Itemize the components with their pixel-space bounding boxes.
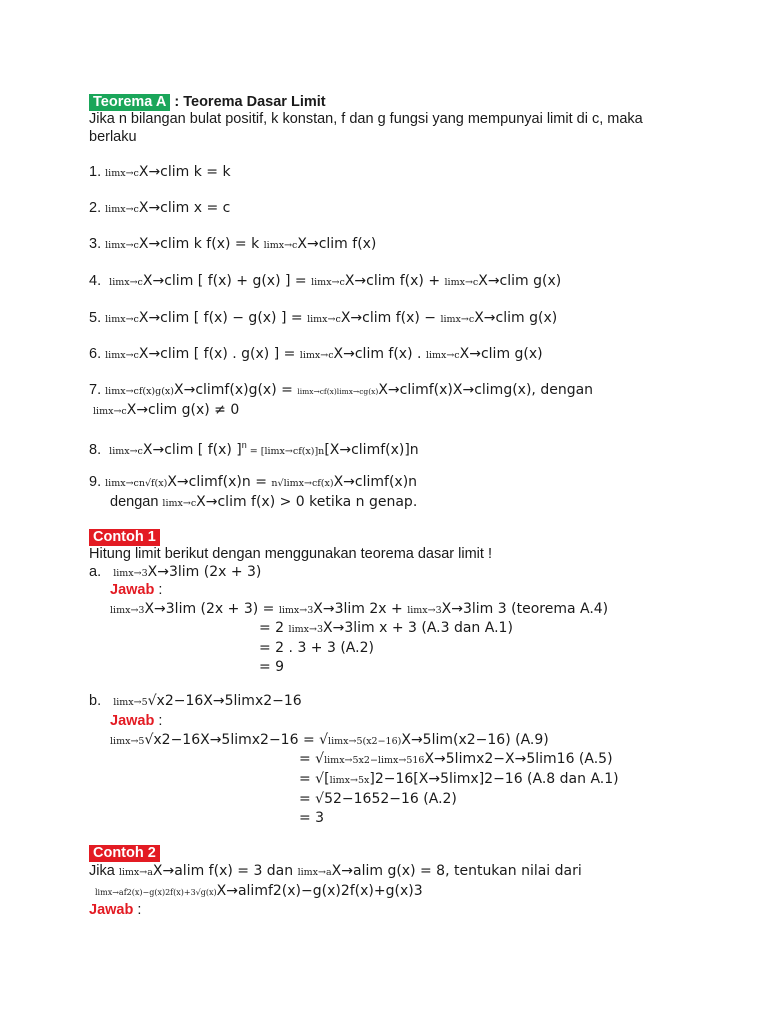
example-2-line-1 bbox=[89, 862, 582, 882]
limit-expression: X→clim [ f(x) − g(x) ] = bbox=[138, 310, 308, 326]
limit-expression: X→climf(x)g(x) = bbox=[174, 382, 298, 398]
example-1b-step-2 bbox=[299, 750, 613, 770]
limit-notation: limx→af2(x)−g(x)2f(x)+3√g(x) bbox=[95, 888, 217, 897]
step-text: X→5limx2−X→5lim16 (A.5) bbox=[424, 751, 613, 767]
limit-notation: limx→c bbox=[105, 240, 139, 251]
item-number: 1. bbox=[89, 164, 102, 180]
limit-expression: X→alim f(x) = 3 dan bbox=[152, 863, 298, 879]
limit-notation: limx→c bbox=[162, 498, 197, 509]
theorem-item-7 bbox=[89, 381, 593, 401]
limit-expression: X→clim g(x) bbox=[478, 273, 562, 289]
limit-expression: X→3lim (2x + 3) bbox=[147, 564, 262, 580]
limit-notation: limx→a bbox=[118, 867, 153, 878]
limit-expression: X→climf(x)n = bbox=[167, 474, 272, 490]
limit-notation: n√limx→cf(x) bbox=[271, 478, 334, 489]
jawab-colon: : bbox=[133, 902, 142, 918]
item-number: 5. bbox=[89, 310, 102, 326]
text: Jika bbox=[89, 863, 119, 879]
theorem-item-3 bbox=[89, 235, 376, 255]
limit-notation: limx→5(x2−16) bbox=[328, 736, 402, 747]
example-1-heading bbox=[89, 528, 160, 546]
example-2-line-2 bbox=[95, 882, 423, 902]
example-1b-step-5 bbox=[299, 809, 324, 827]
limit-expression: X→clim g(x) bbox=[459, 346, 543, 362]
theorem-item-4 bbox=[89, 272, 561, 292]
limit-notation: limx→cn√f(x) bbox=[105, 478, 168, 489]
theorem-item-2 bbox=[89, 199, 230, 219]
limit-notation: limx→5 bbox=[113, 697, 148, 708]
limit-expression: X→clim x = c bbox=[138, 200, 231, 216]
condition-text: dengan bbox=[110, 494, 163, 510]
limit-expression: X→alimf2(x)−g(x)2f(x)+g(x)3 bbox=[216, 883, 423, 899]
limit-notation: limx→cf(x)limx→cg(x) bbox=[297, 387, 379, 396]
item-number: 6. bbox=[89, 346, 102, 362]
example-1a-step-1 bbox=[110, 600, 608, 620]
theorem-intro-line2: berlaku bbox=[89, 129, 137, 145]
jawab-label: Jawab bbox=[110, 713, 155, 729]
limit-notation: limx→5x bbox=[329, 775, 370, 786]
limit-notation: limx→c bbox=[93, 406, 127, 417]
step-text: X→3lim 3 (teorema A.4) bbox=[441, 601, 609, 617]
step-text: X→3lim x + 3 (A.3 dan A.1) bbox=[323, 620, 513, 636]
item-number: 3. bbox=[89, 236, 102, 252]
limit-expression: X→clim g(x) bbox=[474, 310, 558, 326]
theorem-item-9-condition bbox=[110, 493, 417, 513]
limit-notation: limx→5 bbox=[110, 736, 145, 747]
step-text: X→5lim(x2−16) (A.9) bbox=[401, 732, 549, 748]
step-text: = 2 . 3 + 3 (A.2) bbox=[259, 640, 374, 656]
example-2-heading bbox=[89, 844, 160, 862]
limit-expression: X→climf(x)X→climg(x), dengan bbox=[378, 382, 594, 398]
limit-notation: limx→3 bbox=[113, 568, 148, 579]
limit-expression: X→clim [ f(x) ] bbox=[142, 441, 242, 458]
limit-notation: limx→3 bbox=[110, 605, 145, 616]
theorem-intro-line1: Jika n bilangan bulat positif, k konstan, f dan g fungsi yang mempunyai limit di c, maka bbox=[89, 111, 643, 127]
jawab-colon: : bbox=[154, 582, 163, 598]
step-text: = √ bbox=[299, 751, 325, 767]
limit-expression: √x2−16X→5limx2−16 bbox=[147, 693, 302, 709]
part-label: a. bbox=[89, 564, 102, 580]
step-text: = √52−1652−16 (A.2) bbox=[299, 791, 457, 807]
limit-expression: X→clim f(x) + bbox=[344, 273, 445, 289]
step-text: = 9 bbox=[259, 659, 285, 675]
limit-notation: limx→a bbox=[297, 867, 332, 878]
example-1b-step-1 bbox=[110, 731, 549, 751]
limit-expression: X→clim k f(x) = k bbox=[138, 236, 264, 252]
limit-notation: limx→c bbox=[109, 277, 143, 288]
limit-notation: limx→c bbox=[109, 445, 143, 457]
limit-notation: limx→c bbox=[444, 277, 479, 288]
exponent-n: n bbox=[241, 440, 247, 450]
theorem-tag: Teorema A bbox=[89, 94, 170, 111]
limit-expression: [X→climf(x)]n bbox=[324, 441, 419, 458]
limit-notation: limx→cf(x)g(x) bbox=[105, 386, 174, 397]
item-number: 9. bbox=[89, 474, 102, 490]
item-number: 8. bbox=[89, 441, 102, 458]
example-1-tag: Contoh 1 bbox=[89, 529, 160, 546]
example-1a-step-3 bbox=[259, 639, 374, 657]
limit-expression: X→clim g(x) ≠ 0 bbox=[126, 402, 240, 418]
limit-expression: X→alim g(x) = 8, tentukan nilai dari bbox=[331, 863, 582, 879]
example-1b-answer-label bbox=[110, 712, 162, 730]
limit-notation: limx→c bbox=[105, 168, 139, 179]
theorem-item-7-condition bbox=[93, 401, 239, 421]
theorem-item-5 bbox=[89, 309, 557, 329]
step-text: = 3 bbox=[299, 810, 325, 826]
part-label: b. bbox=[89, 693, 102, 709]
jawab-label: Jawab bbox=[89, 902, 134, 918]
limit-notation: limx→c bbox=[307, 314, 341, 325]
step-text: ]2−16[X→5limx]2−16 (A.8 dan A.1) bbox=[369, 771, 619, 787]
jawab-colon: : bbox=[154, 713, 163, 729]
limit-notation: limx→c bbox=[425, 350, 460, 361]
example-1a-step-4 bbox=[259, 658, 284, 676]
step-text: X→3lim (2x + 3) = bbox=[144, 601, 279, 617]
limit-expression: X→climf(x)n bbox=[333, 474, 418, 490]
limit-notation: limx→3 bbox=[278, 605, 314, 616]
limit-notation: limx→c bbox=[311, 277, 345, 288]
limit-notation: = [limx→cf(x)]n bbox=[246, 445, 325, 457]
limit-expression: X→clim [ f(x) + g(x) ] = bbox=[142, 273, 312, 289]
example-1-prompt: Hitung limit berikut dengan menggunakan teorema dasar limit ! bbox=[89, 546, 492, 562]
limit-notation: limx→c bbox=[299, 350, 334, 361]
limit-notation: limx→c bbox=[105, 314, 139, 325]
example-1a-answer-label bbox=[110, 581, 162, 599]
theorem-heading bbox=[89, 93, 326, 111]
item-number: 2. bbox=[89, 200, 102, 216]
limit-notation: limx→c bbox=[263, 240, 298, 251]
step-text: X→3lim 2x + bbox=[313, 601, 408, 617]
limit-expression: X→clim f(x) bbox=[297, 236, 377, 252]
example-1b-problem bbox=[89, 692, 302, 712]
limit-notation: limx→3 bbox=[407, 605, 442, 616]
step-text: = 2 bbox=[259, 620, 289, 636]
example-1b-step-3 bbox=[299, 770, 619, 790]
limit-notation: limx→c bbox=[105, 350, 139, 361]
example-1b-step-4 bbox=[299, 790, 457, 808]
limit-expression: X→clim [ f(x) . g(x) ] = bbox=[138, 346, 300, 362]
jawab-label: Jawab bbox=[110, 582, 155, 598]
step-text: √x2−16X→5limx2−16 = √ bbox=[144, 732, 329, 748]
theorem-item-6 bbox=[89, 345, 543, 365]
theorem-item-9 bbox=[89, 473, 417, 493]
example-1a-problem bbox=[89, 563, 261, 583]
example-1a-step-2 bbox=[259, 619, 513, 639]
step-text: = √[ bbox=[299, 771, 330, 787]
limit-expression: X→clim f(x) . bbox=[333, 346, 426, 362]
limit-expression: X→clim k = k bbox=[138, 164, 231, 180]
limit-notation: limx→c bbox=[105, 204, 139, 215]
item-number: 4. bbox=[89, 273, 102, 289]
item-number: 7. bbox=[89, 382, 102, 398]
theorem-item-8 bbox=[89, 436, 419, 461]
limit-notation: limx→5x2−limx→516 bbox=[324, 755, 425, 766]
example-2-tag: Contoh 2 bbox=[89, 845, 160, 862]
theorem-item-1 bbox=[89, 163, 231, 183]
example-2-answer-label bbox=[89, 901, 141, 919]
limit-notation: limx→c bbox=[440, 314, 475, 325]
limit-expression: X→clim f(x) > 0 ketika n genap. bbox=[196, 494, 418, 510]
theorem-title: : Teorema Dasar Limit bbox=[170, 94, 326, 110]
limit-expression: X→clim f(x) − bbox=[340, 310, 441, 326]
limit-notation: limx→3 bbox=[288, 624, 323, 635]
